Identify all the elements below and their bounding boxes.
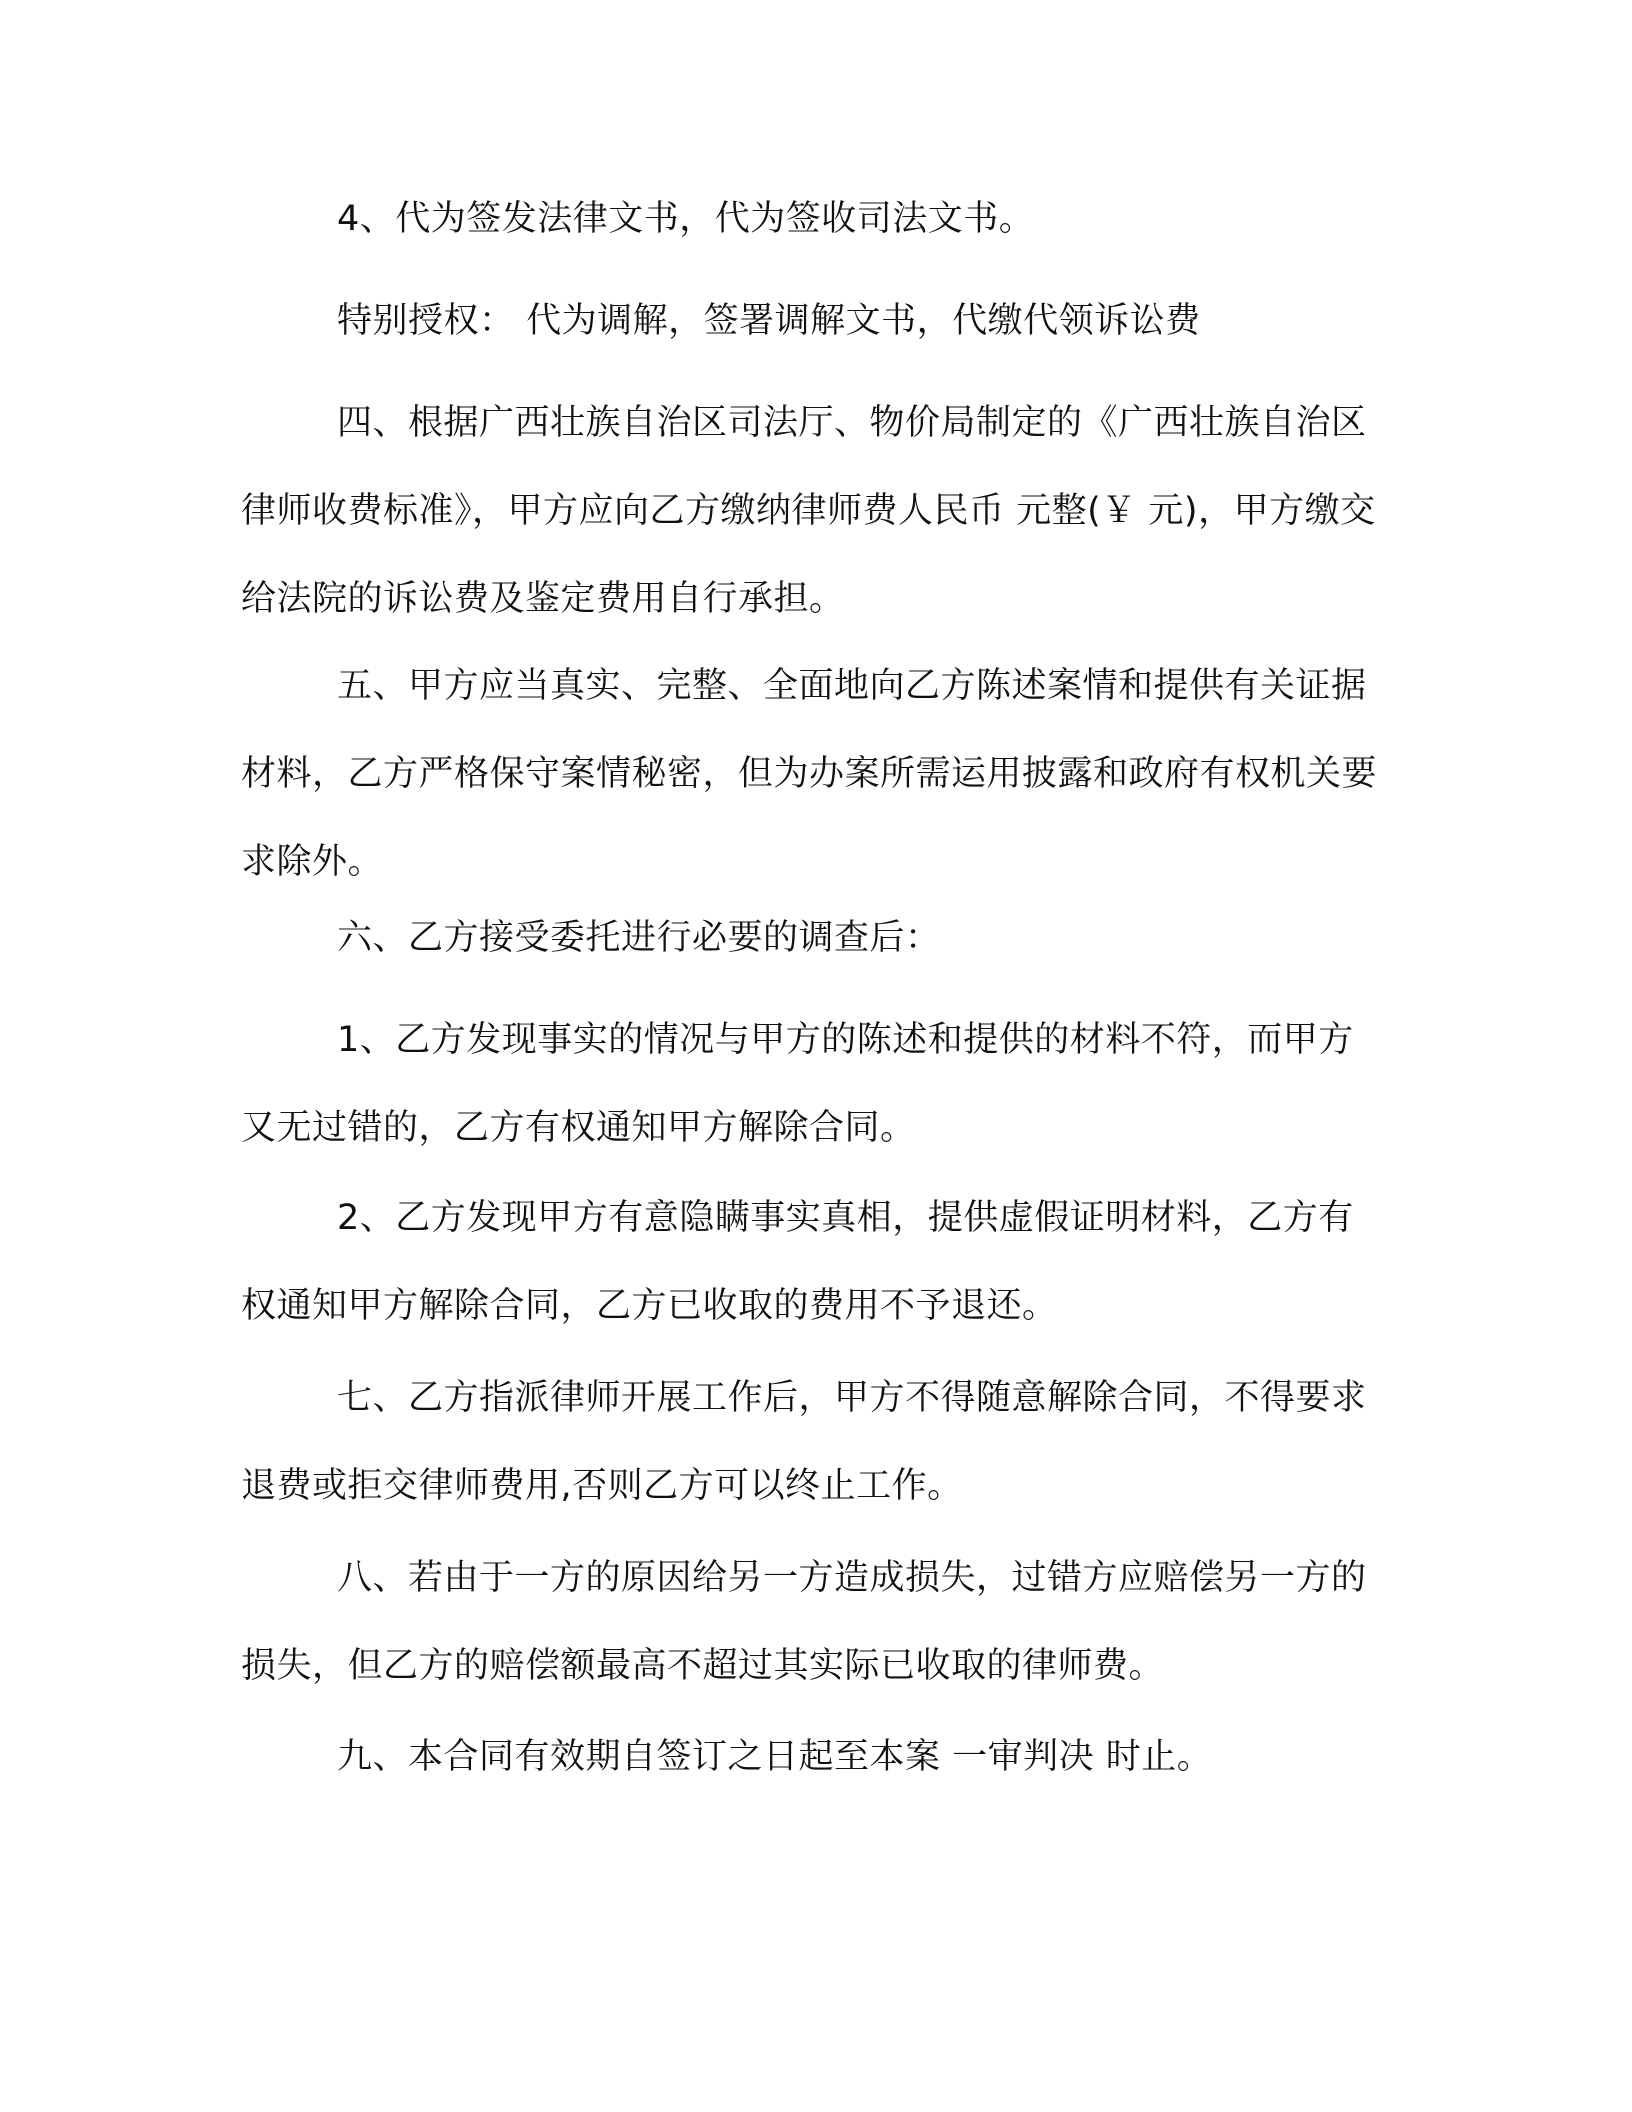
paragraph-clause-6-item-2: 2、乙方发现甲方有意隐瞒事实真相，提供虚假证明材料，乙方有权通知甲方解除合同，乙方已收取的费用不予退还。 bbox=[241, 1198, 1354, 1326]
paragraph-clause-7: 七、乙方指派律师开展工作后，甲方不得随意解除合同，不得要求退费或拒交律师费用,否则乙方可以终止工作。 bbox=[241, 1378, 1367, 1506]
paragraph-clause-4: 四、根据广西壮族自治区司法厅、物价局制定的《广西壮族自治区律师收费标准》，甲方应向乙方缴纳律师费人民币 元整(￥ 元)，甲方缴交给法院的诉讼费及鉴定费用自行承担。 bbox=[241, 403, 1376, 619]
paragraph-clause-5: 五、甲方应当真实、完整、全面地向乙方陈述案情和提供有关证据材料，乙方严格保守案情秘密，但为办案所需运用披露和政府有权机关要求除外。 bbox=[241, 666, 1378, 882]
paragraph-clause-6: 六、乙方接受委托进行必要的调查后： bbox=[337, 918, 941, 958]
paragraph-item-4: 4、代为签发法律文书，代为签收司法文书。 bbox=[337, 199, 1035, 239]
paragraph-clause-9: 九、本合同有效期自签订之日起至本案 一审判决 时止。 bbox=[337, 1737, 1213, 1777]
paragraph-special-authorization: 特别授权： 代为调解，签署调解文书，代缴代领诉讼费 bbox=[337, 301, 1201, 341]
paragraph-clause-8: 八、若由于一方的原因给另一方造成损失，过错方应赔偿另一方的损失，但乙方的赔偿额最高不超过其实际已收取的律师费。 bbox=[241, 1558, 1367, 1686]
paragraph-clause-6-item-1: 1、乙方发现事实的情况与甲方的陈述和提供的材料不符，而甲方又无过错的，乙方有权通知甲方解除合同。 bbox=[241, 1020, 1354, 1148]
